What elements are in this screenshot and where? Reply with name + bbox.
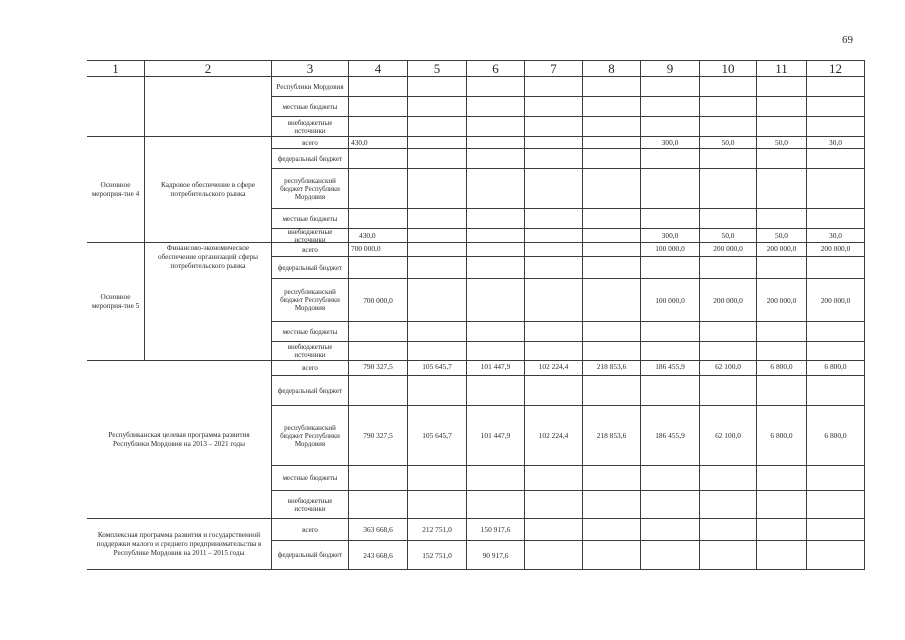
source-total: всего (272, 361, 349, 376)
program-total-col-12: 6 800,0 (807, 361, 865, 376)
empty-cell (583, 97, 641, 117)
empty-cell (757, 209, 807, 229)
program-rep-col-12: 6 800,0 (807, 406, 865, 466)
empty-cell (467, 466, 525, 491)
source-local: местные бюджеты (272, 322, 349, 342)
empty-cell (525, 77, 583, 97)
m4-total-col-9: 300,0 (641, 137, 700, 149)
empty-cell (349, 209, 408, 229)
empty-cell (525, 117, 583, 137)
empty-cell (525, 209, 583, 229)
empty-cell (349, 322, 408, 342)
empty-cell (757, 541, 807, 570)
empty-cell (467, 491, 525, 519)
program-rep-col-5: 105 645,7 (408, 406, 467, 466)
empty-cell (583, 117, 641, 137)
program-name: Республиканская целевая программа развития Республики Мордовия на 2013 – 2021 годы (87, 361, 272, 519)
complex-fed-col-5: 152 751,0 (408, 541, 467, 570)
empty-cell (641, 209, 700, 229)
m5-rep-col-4: 700 000,0 (349, 279, 408, 322)
program-total-col-6: 101 447,9 (467, 361, 525, 376)
measure-4-type: Основное мероприя-тие 4 (87, 137, 145, 243)
empty-cell (641, 97, 700, 117)
empty-cell (700, 149, 757, 169)
header-col-1: 1 (87, 60, 145, 77)
continuation-col-1 (87, 77, 145, 137)
empty-cell (757, 322, 807, 342)
m5-rep-col-11: 200 000,0 (757, 279, 807, 322)
empty-cell (467, 137, 525, 149)
m5-total-col-10: 200 000,0 (700, 243, 757, 257)
program-rep-col-9: 186 455,9 (641, 406, 700, 466)
empty-cell (408, 169, 467, 209)
empty-cell (700, 376, 757, 406)
empty-cell (807, 169, 865, 209)
empty-cell (408, 376, 467, 406)
empty-cell (349, 342, 408, 361)
empty-cell (757, 257, 807, 279)
empty-cell (807, 77, 865, 97)
empty-cell (525, 541, 583, 570)
empty-cell (583, 376, 641, 406)
source-extra-budget: внебюджетные источники (272, 229, 349, 243)
measure-5-name: Финансово-экономическое обеспечение организаций сферы потребительского рынка (145, 243, 272, 361)
source-extra-budget: внебюджетные источники (272, 342, 349, 361)
empty-cell (525, 342, 583, 361)
empty-cell (757, 519, 807, 541)
empty-cell (807, 117, 865, 137)
m5-rep-col-10: 200 000,0 (700, 279, 757, 322)
header-col-3: 3 (272, 60, 349, 77)
empty-cell (583, 169, 641, 209)
empty-cell (467, 169, 525, 209)
empty-cell (757, 376, 807, 406)
header-col-5: 5 (408, 60, 467, 77)
program-rep-col-11: 6 800,0 (757, 406, 807, 466)
empty-cell (583, 149, 641, 169)
empty-cell (807, 257, 865, 279)
empty-cell (641, 342, 700, 361)
source-extra-budget: внебюджетные источники (272, 491, 349, 519)
empty-cell (525, 257, 583, 279)
empty-cell (467, 77, 525, 97)
empty-cell (408, 97, 467, 117)
empty-cell (583, 137, 641, 149)
m5-rep-col-9: 100 000,0 (641, 279, 700, 322)
empty-cell (700, 97, 757, 117)
empty-cell (349, 117, 408, 137)
program-rep-col-10: 62 100,0 (700, 406, 757, 466)
empty-cell (757, 342, 807, 361)
empty-cell (807, 466, 865, 491)
header-col-10: 10 (700, 60, 757, 77)
program-total-col-8: 218 853,6 (583, 361, 641, 376)
empty-cell (641, 519, 700, 541)
program-rep-col-7: 102 224,4 (525, 406, 583, 466)
empty-cell (700, 257, 757, 279)
source-republican: республиканский бюджет Республики Мордовия (272, 169, 349, 209)
empty-cell (757, 149, 807, 169)
m5-total-col-4: 700 000,0 (349, 243, 408, 257)
empty-cell (641, 117, 700, 137)
empty-cell (525, 519, 583, 541)
complex-total-col-5: 212 751,0 (408, 519, 467, 541)
empty-cell (408, 117, 467, 137)
empty-cell (700, 117, 757, 137)
empty-cell (700, 541, 757, 570)
empty-cell (583, 243, 641, 257)
measure-5-type: Основное мероприя-тие 5 (87, 243, 145, 361)
complex-total-col-4: 363 668,6 (349, 519, 408, 541)
empty-cell (700, 322, 757, 342)
empty-cell (525, 137, 583, 149)
empty-cell (408, 257, 467, 279)
empty-cell (700, 169, 757, 209)
m4-total-col-12: 30,0 (807, 137, 865, 149)
continuation-col-2 (145, 77, 272, 137)
empty-cell (757, 491, 807, 519)
source-federal: федеральный бюджет (272, 149, 349, 169)
header-col-7: 7 (525, 60, 583, 77)
source-extra-budget: внебюджетные источники (272, 117, 349, 137)
empty-cell (349, 466, 408, 491)
empty-cell (700, 519, 757, 541)
empty-cell (408, 322, 467, 342)
empty-cell (583, 77, 641, 97)
source-federal: федеральный бюджет (272, 376, 349, 406)
empty-cell (807, 209, 865, 229)
program-rep-col-6: 101 447,9 (467, 406, 525, 466)
empty-cell (467, 229, 525, 243)
empty-cell (408, 342, 467, 361)
empty-cell (349, 77, 408, 97)
empty-cell (525, 279, 583, 322)
source-republican: республиканский бюджет Республики Мордовия (272, 406, 349, 466)
empty-cell (525, 169, 583, 209)
program-total-col-7: 102 224,4 (525, 361, 583, 376)
source-local: местные бюджеты (272, 466, 349, 491)
empty-cell (408, 466, 467, 491)
m4-total-col-4: 430,0 (349, 137, 408, 149)
measure-4-name: Кадровое обеспечение в сфере потребительского рынка (145, 137, 272, 243)
empty-cell (467, 243, 525, 257)
empty-cell (467, 97, 525, 117)
empty-cell (700, 342, 757, 361)
m4-extra-col-12: 30,0 (807, 229, 865, 243)
m4-extra-col-10: 50,0 (700, 229, 757, 243)
empty-cell (641, 466, 700, 491)
empty-cell (408, 491, 467, 519)
empty-cell (583, 466, 641, 491)
empty-cell (525, 491, 583, 519)
complex-program-name: Комплексная программа развития и государственной поддержки малого и среднего предпринимательства в Республике Мордовия на 2011 – 2015 годы (87, 519, 272, 570)
empty-cell (807, 519, 865, 541)
empty-cell (525, 466, 583, 491)
source-federal: федеральный бюджет (272, 541, 349, 570)
empty-cell (467, 149, 525, 169)
empty-cell (807, 376, 865, 406)
empty-cell (807, 491, 865, 519)
m5-total-col-9: 100 000,0 (641, 243, 700, 257)
empty-cell (700, 466, 757, 491)
empty-cell (641, 541, 700, 570)
program-total-col-9: 186 455,9 (641, 361, 700, 376)
empty-cell (525, 229, 583, 243)
empty-cell (525, 149, 583, 169)
empty-cell (467, 376, 525, 406)
source-total: всего (272, 519, 349, 541)
empty-cell (525, 322, 583, 342)
empty-cell (641, 149, 700, 169)
empty-cell (583, 322, 641, 342)
m4-extra-col-4: 430,0 (349, 229, 408, 243)
program-rep-col-4: 790 327,5 (349, 406, 408, 466)
empty-cell (641, 376, 700, 406)
budget-table (87, 60, 865, 570)
source-total: всего (272, 137, 349, 149)
source-republic-continued: Республики Мордовия (272, 77, 349, 97)
empty-cell (408, 209, 467, 229)
empty-cell (641, 257, 700, 279)
empty-cell (467, 279, 525, 322)
empty-cell (349, 149, 408, 169)
m5-total-col-12: 200 000,0 (807, 243, 865, 257)
program-total-col-5: 105 645,7 (408, 361, 467, 376)
empty-cell (757, 169, 807, 209)
empty-cell (525, 243, 583, 257)
empty-cell (583, 519, 641, 541)
empty-cell (408, 137, 467, 149)
empty-cell (408, 243, 467, 257)
empty-cell (349, 97, 408, 117)
m4-extra-col-11: 50,0 (757, 229, 807, 243)
empty-cell (700, 77, 757, 97)
program-total-col-11: 6 800,0 (757, 361, 807, 376)
empty-cell (807, 342, 865, 361)
complex-total-col-6: 150 917,6 (467, 519, 525, 541)
empty-cell (583, 541, 641, 570)
empty-cell (467, 209, 525, 229)
empty-cell (349, 169, 408, 209)
empty-cell (641, 491, 700, 519)
empty-cell (807, 97, 865, 117)
empty-cell (583, 229, 641, 243)
empty-cell (807, 149, 865, 169)
empty-cell (757, 97, 807, 117)
page-number: 69 (842, 34, 853, 46)
program-total-col-10: 62 100,0 (700, 361, 757, 376)
source-federal: федеральный бюджет (272, 257, 349, 279)
empty-cell (641, 77, 700, 97)
program-total-col-4: 790 327,5 (349, 361, 408, 376)
empty-cell (583, 257, 641, 279)
empty-cell (525, 376, 583, 406)
empty-cell (700, 491, 757, 519)
m4-total-col-11: 50,0 (757, 137, 807, 149)
m5-rep-col-12: 200 000,0 (807, 279, 865, 322)
header-col-12: 12 (807, 60, 865, 77)
empty-cell (583, 209, 641, 229)
program-rep-col-8: 218 853,6 (583, 406, 641, 466)
empty-cell (467, 342, 525, 361)
source-republican: республиканский бюджет Республики Мордовия (272, 279, 349, 322)
header-col-4: 4 (349, 60, 408, 77)
m5-total-col-11: 200 000,0 (757, 243, 807, 257)
source-local: местные бюджеты (272, 97, 349, 117)
empty-cell (583, 342, 641, 361)
empty-cell (641, 169, 700, 209)
empty-cell (807, 322, 865, 342)
m4-total-col-10: 50,0 (700, 137, 757, 149)
complex-fed-col-6: 90 917,6 (467, 541, 525, 570)
empty-cell (757, 117, 807, 137)
empty-cell (349, 257, 408, 279)
empty-cell (700, 209, 757, 229)
source-local: местные бюджеты (272, 209, 349, 229)
header-col-6: 6 (467, 60, 525, 77)
empty-cell (757, 77, 807, 97)
empty-cell (807, 541, 865, 570)
empty-cell (583, 279, 641, 322)
empty-cell (467, 257, 525, 279)
empty-cell (408, 77, 467, 97)
empty-cell (349, 491, 408, 519)
header-col-9: 9 (641, 60, 700, 77)
header-col-8: 8 (583, 60, 641, 77)
empty-cell (641, 322, 700, 342)
header-col-2: 2 (145, 60, 272, 77)
empty-cell (583, 491, 641, 519)
source-total: всего (272, 243, 349, 257)
empty-cell (408, 149, 467, 169)
m4-extra-col-9: 300,0 (641, 229, 700, 243)
empty-cell (525, 97, 583, 117)
complex-fed-col-4: 243 668,6 (349, 541, 408, 570)
empty-cell (467, 322, 525, 342)
empty-cell (757, 466, 807, 491)
empty-cell (408, 279, 467, 322)
empty-cell (467, 117, 525, 137)
empty-cell (349, 376, 408, 406)
empty-cell (408, 229, 467, 243)
header-col-11: 11 (757, 60, 807, 77)
